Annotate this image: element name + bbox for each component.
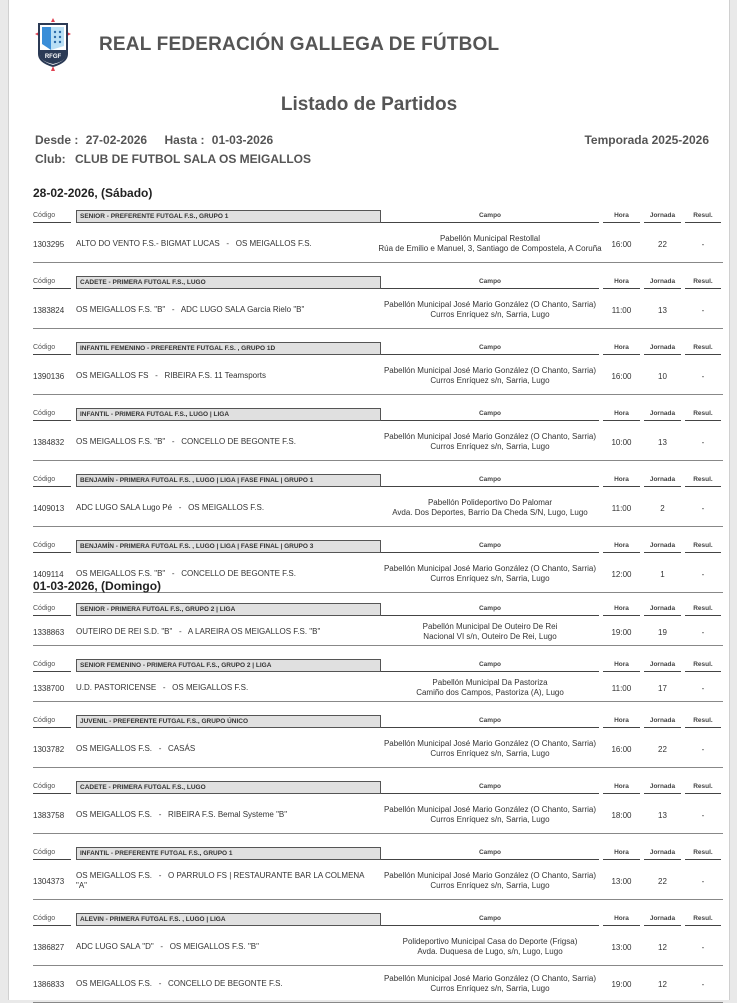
competition-name: SENIOR - PRIMERA FUTGAL F.S., GRUPO 2 | LIGA xyxy=(76,603,381,616)
home-team: OS MEIGALLOS FS xyxy=(76,371,149,380)
away-team: CONCELLO DE BEGONTE F.S. xyxy=(168,979,283,988)
jornada-column-label: Jornada xyxy=(644,783,681,794)
venue-name: Pabellón Municipal José Mario González (O Chanto, Sarria) xyxy=(383,739,597,748)
match-code: 1390136 xyxy=(33,371,65,381)
codigo-column-label: Código xyxy=(33,717,71,728)
team-separator: - xyxy=(165,437,182,446)
teams-text xyxy=(76,503,264,513)
season-label: Temporada 2025-2026 xyxy=(584,133,709,147)
campo-column-label: Campo xyxy=(381,212,599,223)
venue-address: Curros Enríquez s/n, Sarria, Lugo xyxy=(430,749,550,758)
resultado-column-label: Resul. xyxy=(685,915,721,926)
competition-header xyxy=(33,276,723,292)
venue-address: Curros Enríquez s/n, Sarria, Lugo xyxy=(430,984,550,993)
venue-name: Pabellón Municipal José Mario González (O Chanto, Sarria) xyxy=(383,432,597,441)
competition-header xyxy=(33,408,723,424)
venue-cell xyxy=(373,966,607,1002)
competition-name: INFANTIL FEMENINO - PREFERENTE FUTGAL F.S. , GRUPO 1D xyxy=(76,342,381,355)
match-result: - xyxy=(701,627,705,637)
match-row xyxy=(33,226,723,263)
home-team: ALTO DO VENTO F.S.- BIGMAT LUCAS xyxy=(76,239,220,248)
resultado-column-label: Resul. xyxy=(685,476,721,487)
jornada-column-label: Jornada xyxy=(644,410,681,421)
resultado-column-label: Resul. xyxy=(685,212,721,223)
venue-cell xyxy=(373,226,607,262)
match-row xyxy=(33,731,723,768)
match-time: 13:00 xyxy=(611,876,632,886)
match-teams xyxy=(76,797,376,833)
home-team: ADC LUGO SALA "D" xyxy=(76,942,154,951)
campo-column-label: Campo xyxy=(381,476,599,487)
hora-column-label: Hora xyxy=(603,278,640,289)
campo-column-label: Campo xyxy=(381,717,599,728)
match-teams xyxy=(76,731,376,767)
codigo-column-label: Código xyxy=(33,661,71,672)
competition-header xyxy=(33,603,723,619)
competition-block xyxy=(33,847,723,900)
match-code: 1409013 xyxy=(33,503,65,513)
match-teams xyxy=(76,863,376,899)
hora-column-label: Hora xyxy=(603,605,640,616)
match-code: 1383824 xyxy=(33,305,65,315)
hora-column-label: Hora xyxy=(603,344,640,355)
document-title: Listado de Partidos xyxy=(280,94,458,115)
away-team: RIBEIRA F.S. 11 Teamsports xyxy=(164,371,266,380)
day-heading: 01-03-2026, (Domingo) xyxy=(33,579,162,593)
venue-cell xyxy=(373,490,607,526)
jornada-column-label: Jornada xyxy=(644,661,681,672)
match-code: 1409114 xyxy=(33,569,64,579)
jornada-column-label: Jornada xyxy=(644,849,681,860)
competition-header xyxy=(33,659,723,675)
competition-header xyxy=(33,715,723,731)
match-code: 1338700 xyxy=(33,683,65,693)
venue-cell xyxy=(373,731,607,767)
team-separator: - xyxy=(219,239,236,248)
team-separator: - xyxy=(156,683,173,692)
match-row xyxy=(33,358,723,395)
away-team: OS MEIGALLOS F.S. xyxy=(188,503,265,512)
away-team: CONCELLO DE BEGONTE F.S. xyxy=(181,569,296,578)
codigo-column-label: Código xyxy=(33,212,71,223)
match-round: 13 xyxy=(658,305,667,315)
codigo-column-label: Código xyxy=(33,410,71,421)
resultado-column-label: Resul. xyxy=(685,849,721,860)
away-team: OS MEIGALLOS F.S. "B" xyxy=(169,942,259,951)
match-round: 19 xyxy=(658,627,667,637)
resultado-column-label: Resul. xyxy=(685,661,721,672)
match-round: 17 xyxy=(658,683,667,693)
competition-name: SENIOR FEMENINO - PRIMERA FUTGAL F.S., GRUPO 2 | LIGA xyxy=(76,659,381,672)
venue-name: Pabellón Municipal De Outeiro De Rei xyxy=(422,622,558,631)
document-page xyxy=(8,0,730,1000)
match-row xyxy=(33,424,723,461)
competition-block xyxy=(33,781,723,834)
team-separator: - xyxy=(165,569,182,578)
venue-name: Pabellón Municipal José Mario González (O Chanto, Sarria) xyxy=(383,805,597,814)
match-code: 1338863 xyxy=(33,627,65,637)
competition-header xyxy=(33,474,723,490)
jornada-column-label: Jornada xyxy=(644,605,681,616)
teams-text xyxy=(76,979,283,989)
competition-name: JUVENIL - PREFERENTE FUTGAL F.S., GRUPO ÚNICO xyxy=(76,715,381,728)
venue-name: Pabellón Municipal José Mario González (O Chanto, Sarria) xyxy=(383,974,597,983)
match-result: - xyxy=(701,810,705,820)
venue-name: Pabellón Municipal Restollal xyxy=(439,234,541,243)
teams-text xyxy=(76,305,304,315)
home-team: OS MEIGALLOS F.S. "B" xyxy=(76,437,166,446)
venue-cell xyxy=(373,929,607,965)
away-team: CASÁS xyxy=(168,744,196,753)
club-label: Club: xyxy=(35,152,66,166)
teams-text xyxy=(76,871,376,891)
home-team: OS MEIGALLOS F.S. "B" xyxy=(76,569,166,578)
campo-column-label: Campo xyxy=(381,410,599,421)
match-result: - xyxy=(701,979,705,989)
jornada-column-label: Jornada xyxy=(644,344,681,355)
codigo-column-label: Código xyxy=(33,915,71,926)
match-time: 11:00 xyxy=(611,503,632,513)
jornada-column-label: Jornada xyxy=(644,212,681,223)
match-result: - xyxy=(701,305,705,315)
competition-block xyxy=(33,210,723,263)
match-time: 11:00 xyxy=(611,305,632,315)
competition-name: CADETE - PRIMERA FUTGAL F.S., LUGO xyxy=(76,276,381,289)
venue-cell xyxy=(373,358,607,394)
home-team: OS MEIGALLOS F.S. xyxy=(76,810,153,819)
match-round: 13 xyxy=(658,810,667,820)
competition-header xyxy=(33,540,723,556)
match-code: 1303782 xyxy=(33,744,65,754)
match-time: 11:00 xyxy=(611,683,632,693)
match-time: 16:00 xyxy=(611,239,632,249)
home-team: ADC LUGO SALA Lugo Pé xyxy=(76,503,173,512)
match-code: 1386833 xyxy=(33,979,65,989)
jornada-column-label: Jornada xyxy=(644,278,681,289)
teams-text xyxy=(76,239,312,249)
match-time: 18:00 xyxy=(611,810,632,820)
competition-header xyxy=(33,210,723,226)
venue-name: Pabellón Municipal José Mario González (O Chanto, Sarria) xyxy=(383,564,597,573)
day-heading: 28-02-2026, (Sábado) xyxy=(33,186,153,200)
venue-name: Pabellón Municipal José Mario González (O Chanto, Sarria) xyxy=(383,366,597,375)
competition-block xyxy=(33,603,723,646)
match-result: - xyxy=(701,942,705,952)
venue-address: Curros Enríquez s/n, Sarria, Lugo xyxy=(430,574,550,583)
competition-header xyxy=(33,781,723,797)
resultado-column-label: Resul. xyxy=(685,542,721,553)
jornada-column-label: Jornada xyxy=(644,915,681,926)
hora-column-label: Hora xyxy=(603,661,640,672)
date-range xyxy=(35,133,277,147)
match-time: 10:00 xyxy=(611,437,632,447)
teams-text xyxy=(76,744,195,754)
resultado-column-label: Resul. xyxy=(685,717,721,728)
match-teams xyxy=(76,358,376,394)
match-round: 22 xyxy=(658,744,667,754)
team-separator: - xyxy=(152,810,169,819)
competition-header xyxy=(33,913,723,929)
match-row xyxy=(33,797,723,834)
competition-block xyxy=(33,913,723,1003)
hora-column-label: Hora xyxy=(603,717,640,728)
match-row xyxy=(33,966,723,1003)
home-team: OS MEIGALLOS F.S. xyxy=(76,979,153,988)
teams-text xyxy=(76,942,259,952)
hora-column-label: Hora xyxy=(603,915,640,926)
venue-cell xyxy=(373,292,607,328)
venue-cell xyxy=(373,619,607,645)
resultado-column-label: Resul. xyxy=(685,605,721,616)
away-team: RIBEIRA F.S. Bemal Systeme "B" xyxy=(168,810,288,819)
hasta-value: 01-03-2026 xyxy=(211,133,274,147)
teams-text xyxy=(76,569,296,579)
campo-column-label: Campo xyxy=(381,605,599,616)
team-separator: - xyxy=(148,371,165,380)
codigo-column-label: Código xyxy=(33,605,71,616)
hora-column-label: Hora xyxy=(603,542,640,553)
competition-block xyxy=(33,659,723,702)
match-round: 22 xyxy=(658,876,667,886)
match-time: 13:00 xyxy=(611,942,632,952)
competition-name: INFANTIL - PREFERENTE FUTGAL F.S., GRUPO 1 xyxy=(76,847,381,860)
match-time: 19:00 xyxy=(611,627,632,637)
away-team: A LAREIRA OS MEIGALLOS F.S. "B" xyxy=(187,627,321,636)
match-round: 1 xyxy=(660,569,665,579)
campo-column-label: Campo xyxy=(381,661,599,672)
teams-text xyxy=(76,810,287,820)
match-teams xyxy=(76,929,376,965)
team-separator: - xyxy=(172,627,188,636)
venue-cell xyxy=(373,863,607,899)
away-team: OS MEIGALLOS F.S. xyxy=(172,683,249,692)
venue-name: Pabellón Polideportivo Do Palomar xyxy=(427,498,553,507)
competition-header xyxy=(33,847,723,863)
codigo-column-label: Código xyxy=(33,542,71,553)
organization-title: REAL FEDERACIÓN GALLEGA DE FÚTBOL xyxy=(99,34,500,55)
match-round: 12 xyxy=(658,979,667,989)
venue-name: Pabellón Municipal Da Pastoriza xyxy=(432,678,548,687)
venue-address: Rúa de Emilio e Manuel, 3, Santiago de Compostela, A Coruña xyxy=(378,244,602,253)
jornada-column-label: Jornada xyxy=(644,717,681,728)
venue-address: Curros Enríquez s/n, Sarria, Lugo xyxy=(430,310,550,319)
away-team: OS MEIGALLOS F.S. xyxy=(235,239,312,248)
codigo-column-label: Código xyxy=(33,849,71,860)
away-team: CONCELLO DE BEGONTE F.S. xyxy=(181,437,296,446)
campo-column-label: Campo xyxy=(381,915,599,926)
home-team: OS MEIGALLOS F.S. xyxy=(76,744,153,753)
competition-block xyxy=(33,342,723,395)
venue-address: Curros Enríquez s/n, Sarria, Lugo xyxy=(430,881,550,890)
competition-block xyxy=(33,408,723,461)
match-code: 1386827 xyxy=(33,942,65,952)
match-result: - xyxy=(701,569,705,579)
match-time: 19:00 xyxy=(611,979,632,989)
desde-label: Desde : xyxy=(35,133,79,147)
teams-text xyxy=(76,437,296,447)
campo-column-label: Campo xyxy=(381,344,599,355)
club-row xyxy=(35,152,315,166)
jornada-column-label: Jornada xyxy=(644,542,681,553)
match-time: 12:00 xyxy=(611,569,632,579)
match-row xyxy=(33,675,723,702)
match-result: - xyxy=(701,876,705,886)
venue-cell xyxy=(373,675,607,701)
hora-column-label: Hora xyxy=(603,410,640,421)
venue-address: Nacional VI s/n, Outeiro De Rei, Lugo xyxy=(423,632,557,641)
hasta-label: Hasta : xyxy=(164,133,205,147)
rfgf-logo-icon xyxy=(33,16,73,72)
match-round: 13 xyxy=(658,437,667,447)
teams-text xyxy=(76,627,320,637)
competition-block xyxy=(33,715,723,768)
venue-address: Avda. Dos Deportes, Barrio Da Cheda S/N, Lugo, Lugo xyxy=(392,508,588,517)
campo-column-label: Campo xyxy=(381,278,599,289)
match-code: 1304373 xyxy=(33,876,65,886)
match-time: 16:00 xyxy=(611,744,632,754)
competition-name: CADETE - PRIMERA FUTGAL F.S., LUGO xyxy=(76,781,381,794)
resultado-column-label: Resul. xyxy=(685,410,721,421)
match-result: - xyxy=(701,239,705,249)
resultado-column-label: Resul. xyxy=(685,344,721,355)
competition-name: ALEVIN - PRIMERA FUTGAL F.S. , LUGO | LIGA xyxy=(76,913,381,926)
competition-block xyxy=(33,474,723,527)
match-teams xyxy=(76,424,376,460)
home-team: OS MEIGALLOS F.S. "B" xyxy=(76,305,166,314)
codigo-column-label: Código xyxy=(33,344,71,355)
match-time: 16:00 xyxy=(611,371,632,381)
teams-text xyxy=(76,371,266,381)
match-teams xyxy=(76,490,376,526)
match-round: 12 xyxy=(658,942,667,952)
resultado-column-label: Resul. xyxy=(685,783,721,794)
logo-text: RFGF xyxy=(44,54,62,60)
desde-value: 27-02-2026 xyxy=(85,133,148,147)
venue-name: Polideportivo Municipal Casa do Deporte (Frigsa) xyxy=(402,937,578,946)
match-row xyxy=(33,292,723,329)
match-teams xyxy=(76,966,376,1002)
competition-name: SENIOR - PREFERENTE FUTGAL F.S., GRUPO 1 xyxy=(76,210,381,223)
venue-cell xyxy=(373,424,607,460)
hora-column-label: Hora xyxy=(603,212,640,223)
team-separator: - xyxy=(165,305,181,314)
match-round: 22 xyxy=(658,239,667,249)
venue-address: Curros Enríquez s/n, Sarria, Lugo xyxy=(430,815,550,824)
match-code: 1303295 xyxy=(33,239,65,249)
home-team: OS MEIGALLOS F.S. xyxy=(76,871,153,880)
away-team: O PARRULO FS | RESTAURANTE BAR LA COLMENA "A" xyxy=(76,871,365,890)
venue-address: Curros Enríquez s/n, Sarria, Lugo xyxy=(430,376,550,385)
home-team: OUTEIRO DE REI S.D. "B" xyxy=(76,627,173,636)
campo-column-label: Campo xyxy=(381,542,599,553)
match-teams xyxy=(76,226,376,262)
codigo-column-label: Código xyxy=(33,476,71,487)
venue-address: Avda. Duquesa de Lugo, s/n, Lugo, Lugo xyxy=(417,947,563,956)
club-value: CLUB DE FUTBOL SALA OS MEIGALLOS xyxy=(75,152,311,166)
home-team: U.D. PASTORICENSE xyxy=(76,683,157,692)
match-round: 10 xyxy=(658,371,667,381)
match-result: - xyxy=(701,503,705,513)
team-separator: - xyxy=(172,503,189,512)
team-separator: - xyxy=(152,744,169,753)
competition-name: BENJAMÍN - PRIMERA FUTGAL F.S. , LUGO | LIGA | FASE FINAL | GRUPO 1 xyxy=(76,474,381,487)
team-separator: - xyxy=(153,942,170,951)
match-row xyxy=(33,490,723,527)
competition-block xyxy=(33,276,723,329)
match-code: 1384832 xyxy=(33,437,65,447)
teams-text xyxy=(76,683,248,693)
venue-cell xyxy=(373,797,607,833)
hora-column-label: Hora xyxy=(603,783,640,794)
match-teams xyxy=(76,619,376,645)
codigo-column-label: Código xyxy=(33,278,71,289)
resultado-column-label: Resul. xyxy=(685,278,721,289)
team-separator: - xyxy=(152,979,169,988)
competition-name: INFANTIL - PRIMERA FUTGAL F.S., LUGO | LIGA xyxy=(76,408,381,421)
hora-column-label: Hora xyxy=(603,849,640,860)
venue-address: Camiño dos Campos, Pastoriza (A), Lugo xyxy=(416,688,564,697)
match-row xyxy=(33,619,723,646)
match-teams xyxy=(76,292,376,328)
match-result: - xyxy=(701,744,705,754)
team-separator: - xyxy=(152,871,169,880)
match-result: - xyxy=(701,437,705,447)
venue-address: Curros Enríquez s/n, Sarria, Lugo xyxy=(430,442,550,451)
competition-name: BENJAMÍN - PRIMERA FUTGAL F.S. , LUGO | LIGA | FASE FINAL | GRUPO 3 xyxy=(76,540,381,553)
match-code: 1383758 xyxy=(33,810,65,820)
match-row xyxy=(33,929,723,966)
campo-column-label: Campo xyxy=(381,783,599,794)
codigo-column-label: Código xyxy=(33,783,71,794)
match-round: 2 xyxy=(660,503,665,513)
venue-name: Pabellón Municipal José Mario González (O Chanto, Sarria) xyxy=(383,300,597,309)
match-result: - xyxy=(701,683,705,693)
away-team: ADC LUGO SALA Garcia Rielo "B" xyxy=(180,305,305,314)
jornada-column-label: Jornada xyxy=(644,476,681,487)
campo-column-label: Campo xyxy=(381,849,599,860)
hora-column-label: Hora xyxy=(603,476,640,487)
match-teams xyxy=(76,675,376,701)
venue-name: Pabellón Municipal José Mario González (O Chanto, Sarria) xyxy=(383,871,597,880)
competition-header xyxy=(33,342,723,358)
match-result: - xyxy=(701,371,705,381)
match-row xyxy=(33,863,723,900)
venue-cell xyxy=(373,556,607,592)
